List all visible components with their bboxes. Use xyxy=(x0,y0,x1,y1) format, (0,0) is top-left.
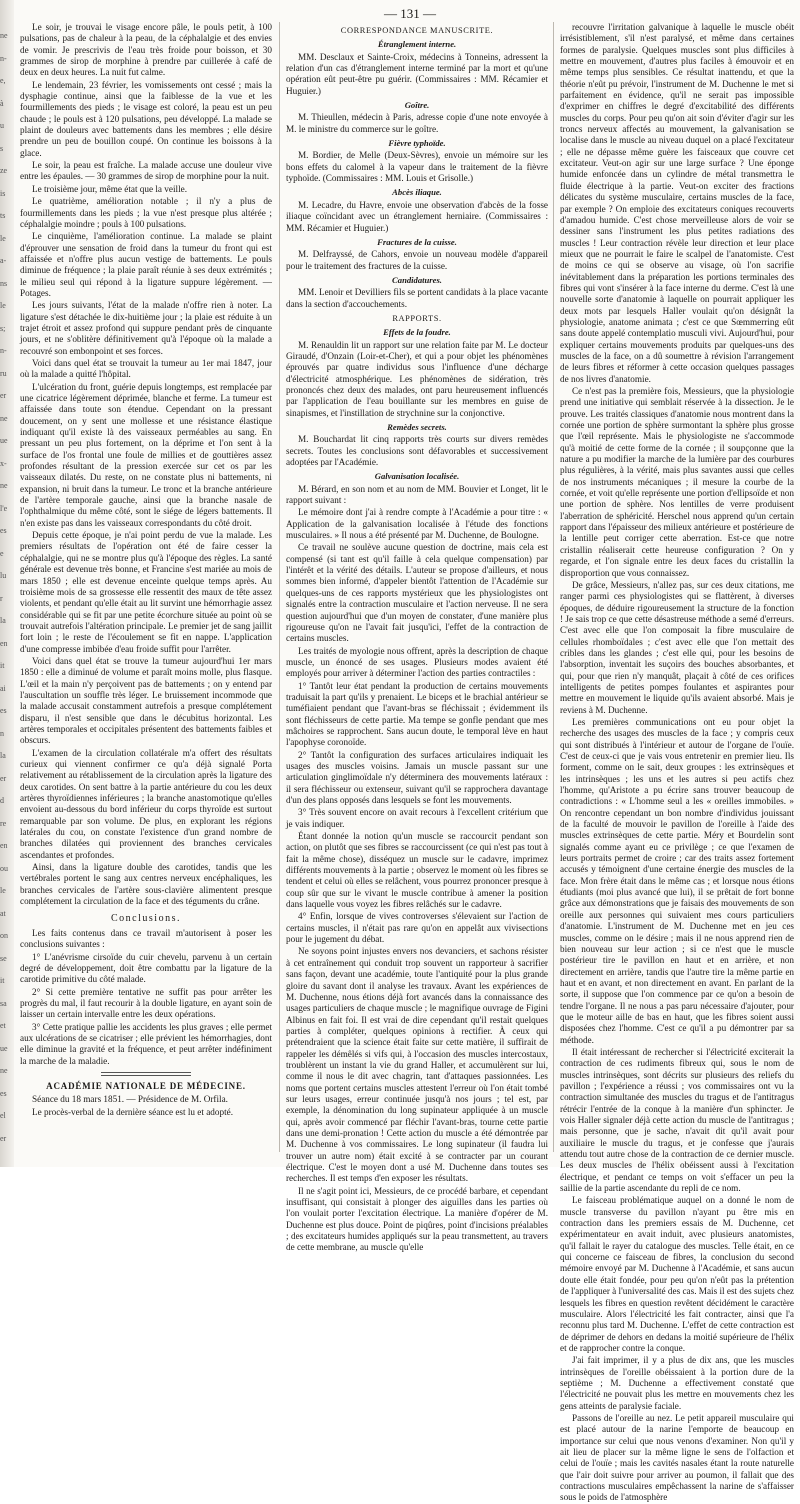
edge-fragment: er xyxy=(0,391,7,400)
column-3 xyxy=(560,22,794,1503)
section-title: Goître. xyxy=(404,100,430,111)
reports-heading: RAPPORTS. xyxy=(392,313,442,323)
edge-fragment: sa xyxy=(0,998,7,1008)
edge-fragment: s xyxy=(0,143,4,153)
edge-fragment: re xyxy=(0,818,7,828)
paragraph: Le troisième jour, même état que la veille. xyxy=(32,183,187,194)
edge-fragment: at xyxy=(0,908,6,918)
section-text: M. Delfrayssé, de Cahors, envoie un nouveau modèle d'appareil pour le traitement des fractures de la cuisse. xyxy=(286,249,548,271)
correspondence-sections xyxy=(286,39,548,310)
paragraph: Étant donnée la notion qu'un muscle se raccourcit pendant son action, on plutôt que ses fibres se raccourcissent (ce qui n'est pas tout à fait la même chose), disséquez un muscle sur le cadavre, imprimez différents mouvements à la partie ; observez le moment où les fibres se tendent et celui où elles se relâchent, vous pourrez prononcer presque à coup sûr que sur le vivant le muscle contribue à amener la position dans laquelle vous voyez les fibres relâchés sur le cadavre. xyxy=(286,831,548,910)
edge-fragment: l'e xyxy=(0,503,8,513)
paragraph: L'ulcération du front, guérie depuis longtemps, est remplacée par une cicatrice légèrement déprimée, blanche et ferme. La tumeur est affaissée dans toute son étendue. Cependant on la pressant doucement, on y sent une mollesse et une résistance élastique indiquant qu'il existe là des vaisseaux perméables au sang. En pressant un peu plus fortement, on la déprime et l'on sent à la surface de l'os frontal une foule de millies et de gouttières assez profondes résultant de la pression exercée sur cet os par les vaisseaux dilatés. Du reste, on ne constate plus ni battements, ni expansion, ni bruit dans la tumeur. Le tronc et la branche antérieure de l'artère temporale gauche, ainsi que la branche nasale de l'ophthalmique du même côté, sont le siége de légers battements. Il n'en existe pas dans les vaisseaux correspondants du côté droit. xyxy=(20,381,272,528)
section-title: Abcès iliaque. xyxy=(392,187,442,198)
paragraph: Il ne s'agit point ici, Messieurs, de ce procédé barbare, et cependant insuffisant, qui consistait à plonger des aiguilles dans les parties où l'on voulait porter l'excitation électrique. La manière d'opérer de M. Duchenne est plus douce. Point de piqûres, point d'incisions préalables ; des excitateurs humides appliqués sur la peau transmettent, au travers de cette membrane, au muscle qu'elle xyxy=(286,1185,548,1253)
edge-fragment: er xyxy=(0,1133,7,1143)
conclusion-item: 1° L'anévrisme cirsoïde du cuir chevelu, parvenu à un certain degré de développement, doit être combattu par la ligature de la carotide primitive du côté malade. xyxy=(20,951,272,985)
edge-fragment: ts xyxy=(0,211,6,220)
section-separator xyxy=(101,1072,191,1076)
column-2 xyxy=(286,22,548,1253)
paragraph: Ce n'est pas la première fois, Messieurs, que la physiologie prend une initiative qui semblait réservée à la dissection. Je le prouve. Les traités classiques d'anatomie nous montrent dans la cornée une portion de sphère surmontant la sphère plus grosse que l'œil représente. Mais le physiologiste ne s'accommode qu'à moitié de cette forme de la cornée ; il soupçonne que la nature a pu modifier la marche de la lumière par des courbures plus régulières, à la vérité, mais plus savantes aussi que celles de nos instruments mécaniques ; il mesure la courbe de la cornée, et voit qu'elle représente une portion d'ellipsoïde et non une portion de sphère. Nos lentilles de verre produisent l'aberration de sphéricité. Herschel nous apprend qu'un certain rapport dans l'épaisseur des milieux antérieure et postérieure de la lentille peut corriger cette aberration. Est-ce que notre cristallin réaliserait cette heureuse configuration ? On y regarde, et l'on signale entre les deux faces du cristallin la disproportion que vous connaissez. xyxy=(560,386,794,578)
edge-fragment: n xyxy=(0,728,4,738)
edge-fragment: en xyxy=(0,841,8,850)
paragraph: Le cinquième, l'amélioration continue. La malade se plaint d'éprouver une sensation de froid dans la tumeur du front qui est affaissée et n'offre plus aucun vestige de battements. Le pouls diminue de fréquence ; la plaie paraît réunie à ses deux extrémités ; le milieu seul qui répond à la ligature suppure légèrement. — Potages. xyxy=(20,231,272,298)
edge-fragment: s; xyxy=(0,323,6,333)
academy-session: Séance du 18 mars 1851. — Présidence de M. Orfila. xyxy=(32,1094,228,1105)
paragraph: recouvre l'irritation galvanique à laquelle le muscle obéit irrésistiblement, s'il n'est paralysé, et même dans certaines formes de paralysie. Quelques muscles sont plus difficiles à mettre en mouvement, d'autres plus faciles à émouvoir et en même temps plus sensibles. Ce résultat inattendu, et que la théorie n'eût pu prévoir, l'instrument de M. Duchenne le met si parfaitement en évidence, qu'il ne serait pas impossible d'exprimer en chiffres le degré d'excitabilité des différents muscles du corps. Pour peu qu'on ait soin d'éviter d'agir sur les troncs nerveux affectés au mouvement, la galvanisation se localise dans le muscle au niveau duquel on a placé l'excitateur ; elle ne dépasse même guère les faisceaux que couvre cet excitateur. Veut-on agir sur une large surface ? Une éponge humide enfoncée dans un cylindre de métal transmettra le fluide électrique à la partie. Veut-on exciter des fractions délicates du système musculaire, certains muscles de la face, par exemple ? On emploie des excitateurs coniques recouverts d'amadou humide. C'est chose merveilleuse alors de voir se dessiner sans l'instrument les plus petites radiations des muscles ! Leur contraction révèle leur direction et leur place mieux que ne pourrait le faire le scalpel de l'anatomiste. C'est de moins ce qui se observe au visage, où l'on sacrifie inévitablement dans la préparation les portions terminales des fibres qui vont s'insérer à la face interne du derme. C'est là une nouvelle sorte d'anatomie à laquelle on pourrait appliquer les deux mots par lesquels Haller voulait qu'on désignât la physiologie, anatome animata ; c'est ce que Sœmmerring eût sans doute appelé contemplatio musculi vivi. Aujourd'hui, pour expliquer certains mouvements produits par quelques-uns des muscles de la face, on a dû soumettre à révision l'arrangement de leurs fibres et réformer à cette occasion quelques passages de nos livres d'anatomie. xyxy=(560,22,794,384)
edge-fragment: e xyxy=(0,548,4,558)
report-sections xyxy=(286,327,548,506)
report-body xyxy=(286,507,548,1253)
edge-fragment: ne xyxy=(0,413,8,423)
edge-fragment: es xyxy=(0,1088,7,1098)
edge-fragment: n- xyxy=(0,346,7,355)
column-rule-1 xyxy=(279,22,280,1152)
section-text: M. Thieullen, médecin à Paris, adresse copie d'une note envoyée à M. le ministre du commerce sur le goître. xyxy=(286,112,548,134)
edge-fragment: ne xyxy=(0,481,8,490)
report-text: M. Bouchardat lit cinq rapports très courts sur divers remèdes secrets. Toutes les conclusions sont défavorables et successivement adoptées par l'Académie. xyxy=(286,434,548,468)
paragraph: Il était intéressant de rechercher si l'électricité exciterait la contraction de ces rudiments fibreux qui, sous le nom de muscles intrinsèques, sont décrits sur plusieurs des reliefs du pavillon ; l'expérience a réussi ; vos commissaires ont vu la contraction simultanée des muscles du tragus et de l'antitragus rétrécir l'entrée de la conque à la manière d'un sphincter. Je vois Haller signaler déjà cette action du muscle de l'antitragus ; mais personne, que je sache, n'avait dit qu'il avait pour auxiliaire le muscle du tragus, et je confesse que j'aurais attendu tout autre chose de la contraction de ce dernier muscle. Les deux muscles de l'hélix obéissent aussi à l'excitation électrique, et pendant ce temps on voit s'effacer un peu la saillie de la partie ascendante du repli de ce nom. xyxy=(560,1046,794,1194)
edge-fragment: le xyxy=(0,301,6,310)
paragraph: Voici dans quel état se trouve la tumeur aujourd'hui 1er mars 1850 : elle a diminué de volume et paraît moins molle, plus flasque. L'œil et la main n'y perçoivent pas de battements ; on y entend par l'auscultation un souffle très léger. Le bruissement incommode que la malade accusait constamment autrefois a presque complétement disparu, il n'est sensible que dans le décubitus horizontal. Les artères temporales et occipitales présentent des battements faibles et obscurs. xyxy=(20,655,272,746)
paragraph: Voici dans quel état se trouvait la tumeur au 1er mai 1847, jour où la malade a quitté l'hôpital. xyxy=(20,357,272,380)
edge-fragment: à xyxy=(0,98,4,108)
section-title: Candidatures. xyxy=(392,274,442,285)
paragraph: Le soir, je trouvai le visage encore pâle, le pouls petit, à 100 pulsations, pas de chaleur à la peau, de la céphalalgie et des envies de vomir. Je prescrivis de l'eau très froide pour boisson, et 30 grammes de sirop de morphine à prendre par cuillerée à café de deux en deux heures. La nuit fut calme. xyxy=(20,22,272,78)
edge-fragment: en xyxy=(0,638,8,648)
conclusions-heading: Conclusions. xyxy=(111,913,181,925)
edge-fragment: ne xyxy=(0,31,8,40)
edge-fragment: lu xyxy=(0,571,7,580)
paragraph: Les traités de myologie nous offrent, après la description de chaque muscle, un énoncé de ses usages. Plusieurs modes avaient été employés pour arriver à déterminer l'action des parties contractiles : xyxy=(286,645,548,679)
paragraph: Les jours suivants, l'état de la malade n'offre rien à noter. La ligature s'est détachée le dix-huitième jour ; la plaie est réduite à un trajet étroit et assez profond qui suppure pendant près de cinquante jours, et ne s'oblitère définitivement qu'à l'époque où la malade a recouvré son embonpoint et ses forces. xyxy=(20,300,272,356)
section-title: Fièvre typhoïde. xyxy=(388,138,446,149)
edge-fragment: el xyxy=(0,1111,6,1120)
paragraph: Depuis cette époque, je n'ai point perdu de vue la malade. Les premiers résultats de l'opération ont été de faire cesser la céphalalgie, qui ne se montre plus qu'à l'époque des règles. La santé générale est devenue très bonne, et Francine s'est mariée au mois de mars 1850 ; elle est devenue enceinte quelque temps après. Au troisième mois de sa grossesse elle ressentit des maux de tête assez violents, et pendant qu'elle était au lit survint une hémorrhagie assez considérable qui se fit par une petite écorchure située au point où se trouvait autrefois l'altération principale. Le premier jet de sang jaillit fort loin ; le reste de l'écoulement se fit en nappe. L'application d'une compresse imbibée d'eau froide suffit pour l'arrêter. xyxy=(20,530,272,654)
edge-fragment: es xyxy=(0,706,7,715)
edge-fragment: ze xyxy=(0,166,8,175)
edge-fragment: on xyxy=(0,931,8,940)
edge-fragment: ns xyxy=(0,278,8,288)
section-text: M. Bordier, de Melle (Deux-Sèvres), envoie un mémoire sur les bons effets du calomel à la vapeur dans le traitement de la fièvre typhoïde. (Commissaires : MM. Louis et Grisolle.) xyxy=(286,150,548,184)
paragraph: J'ai fait imprimer, il y a plus de dix ans, que les muscles intrinsèques de l'oreille obéissaient à la portion dure de la septième ; M. Duchenne a effectivement constaté que l'électricité ne pouvait plus les mettre en mouvements chez les gens atteints de paralysie faciale. xyxy=(560,1355,794,1411)
report-title: Galvanisation localisée. xyxy=(374,471,460,482)
column-1 xyxy=(20,22,272,1162)
edge-fragment: is xyxy=(0,188,6,198)
report-continuation xyxy=(560,22,794,1504)
paragraph: Le lendemain, 23 février, les vomissements ont cessé ; mais la dysphagie continue, ainsi que la faiblesse de la vue et les fourmillements des pieds ; le visage est coloré, la peau est un peu chaude ; le pouls est à 120 pulsations, peu développé. La malade se plaint de douleurs avec battements dans les membres ; elle désire prendre un peu de bouillon coupé. On continue les boissons à la glace. xyxy=(20,79,272,158)
edge-fragment: ai xyxy=(0,683,6,693)
page-number: — 131 — xyxy=(384,6,436,21)
section-title: Fractures de la cuisse. xyxy=(377,236,457,247)
edge-fragment: le xyxy=(0,233,6,243)
paragraph: L'examen de la circulation collatérale m'a offert des résultats curieux qui viennent confirmer ce qu'a déjà signalé Porta relativement au rétablissement de la circulation après la ligature des deux carotides. On sent battre à la partie antérieure du cou les deux artères thyroïdiennes inférieures ; la branche anastomotique qu'elles envoient au-dessous du bord inférieur du corps thyroïde est surtout remarquable par son volume. De plus, en explorant les régions latérales du cou, on constate l'existence d'un grand nombre de branches dilatées qui proviennent des branches cervicales ascendantes et profondes. xyxy=(20,747,272,860)
edge-fragment: r xyxy=(0,593,3,603)
conclusion-item: 3° Cette pratique pallie les accidents les plus graves ; elle permet aux ulcérations de se cicatriser ; elle prévient les hémorrhagies, dont elle diminue la gravité et la fréquence, et peut arrêter indéfiniment la marche de la maladie. xyxy=(20,1021,272,1066)
edge-fragment: la xyxy=(0,616,6,625)
report-title: Remèdes secrets. xyxy=(387,422,447,432)
edge-fragment: it xyxy=(0,976,5,985)
edge-fragment: x- xyxy=(0,458,7,468)
paragraph: De grâce, Messieurs, n'allez pas, sur ces deux citations, me ranger parmi ces physiologistes qui se flattèrent, à diverses époques, de déduire rigoureusement la structure de la fonction ! Je sais trop ce que cette désastreuse méthode a semé d'erreurs. C'est avec elle que l'on composait la fibre musculaire de cellules rhomboïdales ; c'est avec elle que l'on mettait des cribles dans les glandes ; c'est elle qui, pour les besoins de l'absorption, inventait les suçoirs des bouches absorbantes, et qui, pour que rien n'y manquât, plaçait à côté de ces orifices intelligents de petites pompes foulantes et aspirantes pour mettre en mouvement le liquide qu'ils avaient absorbé. Mais je reviens à M. Duchenne. xyxy=(560,579,794,715)
edge-fragment: ue xyxy=(0,436,8,445)
conclusions-list xyxy=(20,928,272,1067)
edge-fragment: la xyxy=(0,751,6,760)
edge-fragment: e, xyxy=(0,76,6,85)
edge-fragment: it xyxy=(0,661,5,670)
paragraph: Le soir, la peau est fraîche. La malade accuse une douleur vive entre les épaules. — 30 grammes de sirop de morphine pour la nuit. xyxy=(20,160,272,182)
paragraph: Le quatrième, amélioration notable ; il n'y a plus de fourmillements dans les pieds ; la vue n'est presque plus altérée ; céphalalgie moindre ; pouls à 100 pulsations. xyxy=(20,196,272,229)
paragraph: Passons de l'oreille au nez. Le petit appareil musculaire qui est placé autour de la narine l'emporte de beaucoup en importance sur celui que nous venons d'examiner. Non qu'il y ait lieu de placer sur la même ligne le sens de l'olfaction et celui de l'ouïe ; mais les cavités nasales étant la route naturelle que l'air doit suivre pour arriver au poumon, il fallait que des contractions musculaires empêchassent la narine de s'affaisser sous le poids de l'atmosphère xyxy=(560,1412,794,1503)
case-report-text xyxy=(20,22,272,907)
conclusion-item: 2° Si cette première tentative ne suffit pas pour arrêter les progrès du mal, il faut recourir à la double ligature, en ayant soin de laisser un certain intervalle entre les deux opérations. xyxy=(20,986,272,1020)
edge-fragment: u xyxy=(0,121,4,130)
paragraph: Ainsi, dans la ligature double des carotides, tandis que les vertébrales portent le sang aux centres nerveux encéphaliques, les branches cervicales de l'artère sous-clavière alimentent presque complétement la circulation de la face et des téguments du crâne. xyxy=(20,862,272,907)
edge-fragment: ne xyxy=(0,1066,8,1075)
report-text: M. Bérard, en son nom et au nom de MM. Bouvier et Longet, lit le rapport suivant : xyxy=(286,483,548,506)
edge-fragment: es xyxy=(0,526,7,535)
edge-fragment: er xyxy=(0,773,7,783)
conclusion-item: Les faits contenus dans ce travail m'autorisent à poser les conclusions suivantes : xyxy=(20,927,272,950)
academy-heading: ACADÉMIE NATIONALE DE MÉDECINE. xyxy=(46,1080,246,1091)
academy-minutes: Le procès-verbal de la dernière séance est lu et adopté. xyxy=(32,1106,233,1117)
paragraph: Ce travail ne soulève aucune question de doctrine, mais cela est compensé (si tant est qu'il faille à cela quelque compensation) par l'intérêt et la vérité des détails. L'auteur se propose d'ailleurs, et nous sommes bien informé, d'appeler bientôt l'attention de l'Académie sur quelques-uns de ces rapports mystérieux que les physiologistes ont signalés entre la contraction musculaire et l'action nerveuse. Il ne sera question aujourd'hui que d'un moyen de constater, d'une manière plus rigoureuse qu'on ne l'avait fait jusqu'ici, l'effet de la contraction de certains muscles. xyxy=(286,542,548,644)
report-text: M. Renauldin lit un rapport sur une relation faite par M. Le docteur Giraudé, d'Onzain (Loir-et-Cher), et qui a pour objet les phénomènes éprouvés par quatre individus sous l'influence d'une décharge d'électricité atmosphérique. Les phénomènes de sidération, très prononcés chez deux des malades, ont paru heureusement influencés par l'application de l'eau bouillante sur les membres en guise de sinapismes, et l'instillation de strychnine sur la conjonctive. xyxy=(286,339,548,418)
section-text: MM. Desclaux et Sainte-Croix, médecins à Tonneins, adressent la relation d'un cas d'étranglement interne terminé par la mort et qu'une opération eût peut-être pu guérir. (Commissaires : MM. Récamier et Huguier.) xyxy=(286,51,548,96)
section-text: M. Lecadre, du Havre, envoie une observation d'abcès de la fosse iliaque coïncidant avec un étranglement herniaire. (Commissaires : MM. Récamier et Huguier.) xyxy=(286,199,548,233)
paragraph: 4° Enfin, lorsque de vives controverses s'élevaient sur l'action de certains muscles, il n'était pas rare qu'on en appelât aux vivisections pour le jugement du débat. xyxy=(286,911,548,945)
edge-fragment: a- xyxy=(0,256,7,265)
report-title: Effets de la foudre. xyxy=(383,327,451,338)
edge-fragment: ru xyxy=(0,368,7,378)
paragraph: Le faisceau problématique auquel on a donné le nom de muscle transverse du pavillon n'ayant pu être mis en contraction dans les premiers essais de M. Duchenne, cet expérimentateur en avait induit, avec plusieurs anatomistes, qu'il fallait le rayer du catalogue des muscles. Telle était, en ce qui concerne ce faisceau de fibres, la conclusion du second mémoire envoyé par M. Duchenne à l'Académie, et sans aucun doute elle était fondée, pour peu qu'on n'eût pas la prétention de l'appliquer à l'universalité des cas. Mais il est des sujets chez lesquels les fibres en question revêtent décidément le caractère musculaire. Alors l'électricité les fait contracter, ainsi que l'a reconnu plus tard M. Duchenne. L'effet de cette contraction est de déprimer de dehors en dedans la moitié supérieure de l'hélix et de rapprocher contre la conque. xyxy=(560,1195,794,1353)
column-rule-2 xyxy=(553,22,554,1152)
section-title: Étranglement interne. xyxy=(377,39,457,50)
paragraph: Ne soyons point injustes envers nos devanciers, et sachons résister à cet entraînement qui conduit trop souvent un rapporteur à sacrifier sans façon, devant une académie, toute l'antiquité pour la plus grande gloire du savant dont il analyse les travaux. Avant les expériences de M. Duchenne, nous étions déjà fort avancés dans la connaissance des usages particuliers de chaque muscle ; le magnifique ouvrage de Figini Albinus en fait foi. Il est vrai de dire cependant qu'il restait quelques parties à compléter, quelques opinions à rectifier. À ceux qui prétendraient que la science était faite sur cette matière, il suffirait de rappeler les démêlés si vifs qui, à l'occasion des muscles intercostaux, troublèrent un instant la vie du grand Haller, et accumulèrent sur lui, comme il nous le dit avec chagrin, tant d'attaques passionnées. Les noms que portent certains muscles attestent l'erreur où l'on était tombé sur leurs usages, erreur continuée jusqu'à nos jours ; tel est, par exemple, la dénomination du long supinateur appliquée à un muscle qui, après avoir commencé par fléchir l'avant-bras, tourne cette partie dans une demi-pronation ! Cette action du muscle a été démontrée par M. Duchenne à vos commissaires. Le long supinateur (il faudra lui trouver un autre nom) était excité à se contracter par un courant électrique. C'est le moyen dont a usé M. Duchenne dans toutes ses recherches. Il est temps d'en exposer les résultats. xyxy=(286,946,548,1184)
section-text: MM. Lenoir et Devilliers fils se portent candidats à la place vacante dans la section d'accouchements. xyxy=(286,287,548,309)
edge-fragment: ou xyxy=(0,863,8,873)
edge-fragment: ue xyxy=(0,1043,8,1053)
paragraph: Les premières communications ont eu pour objet la recherche des usages des muscles de la face ; y compris ceux qui sont distribués à l'intérieur et autour de l'organe de l'ouïe. C'est de ceux-ci que je vais vous entretenir en premier lieu. Ils forment, comme on le sait, deux groupes : les extrinsèques et les intrinsèques ; les uns et les autres si peu actifs chez l'homme, qu'Aristote a pu écrire sans trouver beaucoup de contradictions : « L'homme seul a les « oreilles immobiles. » On rencontre cependant un bon nombre d'individus jouissant de la faculté de mouvoir le pavillon de l'oreille à l'aide des muscles extrinsèques de cette partie. Méry et Bourdelin sont signalés comme ayant eu ce privilège ; ce que l'examen de leurs portraits permet de croire ; car des traits assez fortement accusés y témoignent d'une certaine énergie des muscles de la face. Mon frère était dans le même cas ; et lorsque nous étions étudiants (moi plus avancé que lui), il se prêtait de fort bonne grâce aux démonstrations que je faisais des mouvements de son oreille aux personnes qui suivaient mes cours particuliers d'anatomie. L'instrument de M. Duchenne met en jeu ces muscles, comme on le désire ; mais il ne nous apprend rien de bien nouveau sur leur action ; si ce n'est que le muscle postérieur tire le pavillon en haut et en arrière, et non directement en arrière, tandis que l'autre tire la même partie en haut et en avant, et non directement en avant. En parlant de la sorte, il suppose que l'on commence par ce qu'on a besoin de tendre l'organe. Il ne nous a pas paru nécessaire d'ajouter, pour que le moteur aille de bas en haut, que les fibres soient aussi disposées chez l'homme. C'est ce qu'il a pu démontrer par sa méthode. xyxy=(560,716,794,1045)
paragraph: 3° Très souvent encore on avait recours à l'excellent critérium que je vais indiquer. xyxy=(286,807,548,829)
paragraph: Le mémoire dont j'ai à rendre compte à l'Académie a pour titre : « Application de la galvanisation localisée à l'étude des fonctions musculaires. » Il nous a été présenté par M. Duchenne, de Boulogne. xyxy=(286,507,548,541)
paragraph: 1° Tantôt leur état pendant la production de certains mouvements traduisait la part qu'ils y prenaient. Le biceps et le brachial antérieur se tuméfiaient pendant que l'avant-bras se fléchissait ; évidemment ils sont fléchisseurs de cette partie. Ma tempe se gonfle pendant que mes mâchoires se rapprochent. Sans aucun doute, le temporal lève en haut l'apophyse coronoïde. xyxy=(286,680,548,748)
edge-fragment: et xyxy=(0,1021,6,1030)
edge-fragment: n- xyxy=(0,53,7,63)
edge-fragment: le xyxy=(0,886,6,895)
edge-fragment: se xyxy=(0,953,7,963)
paragraph: 2° Tantôt la configuration des surfaces articulaires indiquait les usages des muscles voisins. Jamais un muscle passant sur une articulation ginglimoïdale n'y déterminera des mouvements latéraux : il sera fléchisseur ou extenseur, suivant qu'il se rapprochera davantage d'un des plans opposés dans lesquels se font les mouvements. xyxy=(286,749,548,805)
edge-fragment: d xyxy=(0,796,4,805)
correspondence-heading: CORRESPONDANCE MANUSCRITE. xyxy=(340,26,494,35)
